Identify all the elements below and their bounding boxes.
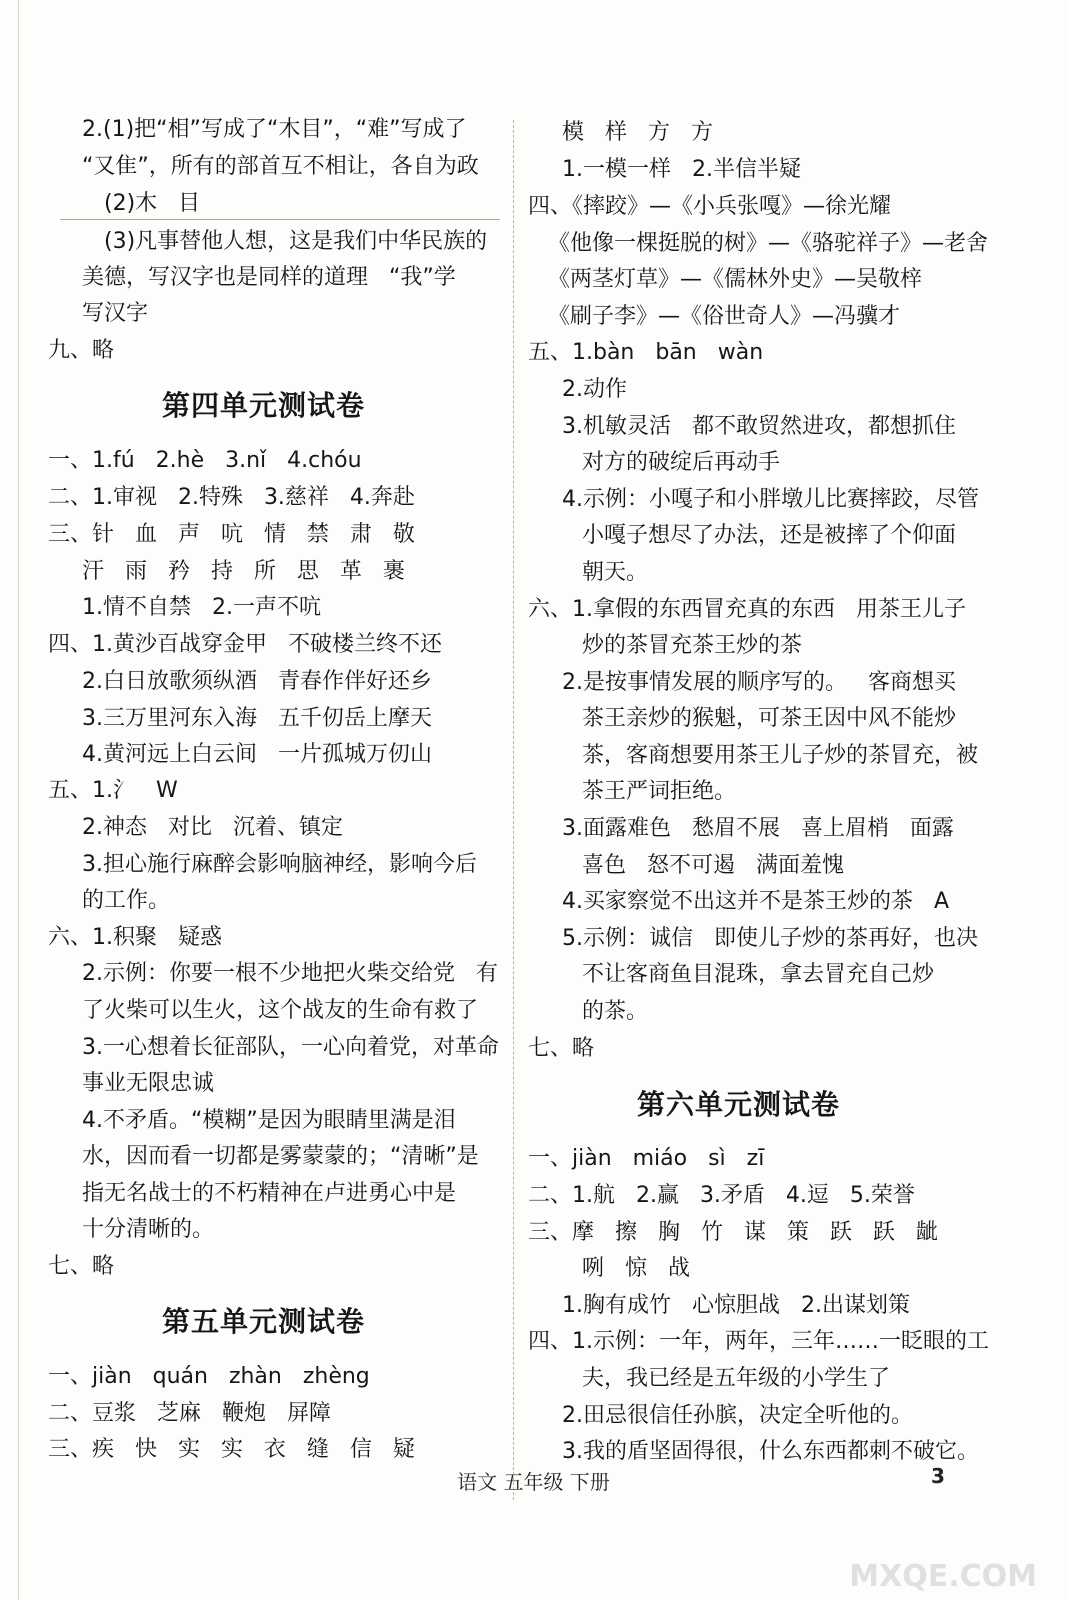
left-line-21: 六、1.积聚 疑惑 bbox=[48, 925, 222, 950]
left-line-18: 2.神态 对比 沉着、镇定 bbox=[82, 815, 343, 840]
right-line-10: 对方的破绽后再动手 bbox=[582, 450, 781, 475]
right-line-9: 3.机敏灵活 都不敢贸然进攻，都想抓住 bbox=[562, 414, 956, 439]
right-line-26: 七、略 bbox=[528, 1036, 595, 1061]
left-line-11: 汗 雨 矜 持 所 思 革 裹 bbox=[82, 559, 405, 584]
right-line-2: 1.一模一样 2.半信半疑 bbox=[562, 157, 801, 182]
left-line-23: 了火柴可以生火，这个战友的生命有救了 bbox=[82, 998, 479, 1023]
page-number: 3 bbox=[931, 1464, 945, 1488]
left-line-8: 一、1.fú 2.hè 3.nǐ 4.chóu bbox=[48, 448, 362, 473]
left-line-13: 四、1.黄沙百战穿金甲 不破楼兰终不还 bbox=[48, 632, 442, 657]
left-line-1: 2.(1)把“相”写成了“木目”，“难”写成了 bbox=[82, 117, 467, 142]
right-line-3: 四、《摔跤》—《小兵张嘎》—徐光耀 bbox=[528, 194, 892, 219]
right-line-16: 2.是按事情发展的顺序写的。 客商想买 bbox=[562, 670, 956, 695]
left-line-26: 4.不矛盾。“模糊”是因为眼睛里满是泪 bbox=[82, 1108, 456, 1133]
left-line-29: 十分清晰的。 bbox=[82, 1217, 215, 1242]
right-line-4: 《他像一棵挺脱的树》—《骆驼祥子》—老舍 bbox=[548, 231, 989, 256]
right-line-1: 模 样 方 方 bbox=[562, 120, 713, 145]
right-line-33: 夫，我已经是五年级的小学生了 bbox=[582, 1366, 891, 1391]
right-line-17: 茶王亲炒的猴魁，可茶王因中风不能炒 bbox=[582, 706, 957, 731]
left-line-10: 三、针 血 声 吭 情 禁 肃 敬 bbox=[48, 522, 415, 547]
left-line-6: 写汉字 bbox=[82, 301, 149, 326]
unit-4-heading: 第四单元测试卷 bbox=[162, 389, 366, 422]
left-line-3: (2)木 目 bbox=[104, 191, 201, 216]
left-line-16: 4.黄河远上白云间 一片孤城万仞山 bbox=[82, 742, 432, 767]
right-line-12: 小嘎子想尽了办法，还是被摔了个仰面 bbox=[582, 523, 957, 548]
right-line-15: 炒的茶冒充茶王炒的茶 bbox=[582, 633, 803, 658]
unit-6-heading: 第六单元测试卷 bbox=[637, 1088, 841, 1121]
right-line-32: 四、1.示例：一年，两年，三年……一眨眼的工 bbox=[528, 1329, 989, 1354]
left-line-27: 水，因而看一切都是雾蒙蒙的；“清晰”是 bbox=[82, 1144, 479, 1169]
right-line-25: 的茶。 bbox=[582, 999, 649, 1024]
left-line-28: 指无名战士的不朽精神在卢进勇心中是 bbox=[82, 1181, 457, 1206]
right-line-14: 六、1.拿假的东西冒充真的东西 用茶王儿子 bbox=[528, 597, 966, 622]
left-line-31: 一、jiàn quán zhàn zhèng bbox=[48, 1364, 370, 1389]
right-line-13: 朝天。 bbox=[582, 560, 649, 585]
left-line-19: 3.担心施行麻醉会影响脑神经，影响今后 bbox=[82, 852, 477, 877]
right-line-18: 茶，客商想要用茶王儿子炒的茶冒充，被 bbox=[582, 743, 979, 768]
page-edge bbox=[18, 0, 19, 1600]
left-line-15: 3.三万里河东入海 五千仞岳上摩天 bbox=[82, 706, 432, 731]
left-line-5: 美德，写汉字也是同样的道理 “我”学 bbox=[82, 265, 456, 290]
left-line-2: “又隹”，所有的部首互不相让，各自为政 bbox=[82, 154, 479, 179]
left-line-33: 三、疾 快 实 实 衣 缝 信 疑 bbox=[48, 1437, 415, 1462]
left-line-4: (3)凡事替他人想，这是我们中华民族的 bbox=[104, 229, 488, 254]
left-line-32: 二、豆浆 芝麻 鞭炮 屏障 bbox=[48, 1401, 331, 1426]
left-line-7: 九、略 bbox=[48, 338, 115, 363]
left-line-30: 七、略 bbox=[48, 1254, 115, 1279]
right-line-28: 二、1.航 2.赢 3.矛盾 4.逗 5.荣誉 bbox=[528, 1183, 915, 1208]
right-line-29: 三、摩 擦 胸 竹 谋 策 跃 跃 龇 bbox=[528, 1220, 938, 1245]
page-footer: 语文 五年级 下册 bbox=[457, 1470, 610, 1494]
right-line-22: 4.买家察觉不出这并不是茶王炒的茶 A bbox=[562, 889, 950, 914]
right-line-31: 1.胸有成竹 心惊胆战 2.出谋划策 bbox=[562, 1293, 910, 1318]
right-line-7: 五、1.bàn bān wàn bbox=[528, 340, 764, 365]
right-line-8: 2.动作 bbox=[562, 377, 627, 402]
left-line-20: 的工作。 bbox=[82, 888, 171, 913]
left-line-9: 二、1.审视 2.特殊 3.慈祥 4.奔赴 bbox=[48, 485, 415, 510]
column-divider bbox=[513, 120, 515, 1500]
right-line-5: 《两茎灯草》—《儒林外史》—吴敬梓 bbox=[548, 267, 923, 292]
right-line-23: 5.示例：诚信 即使儿子炒的茶再好，也决 bbox=[562, 926, 978, 951]
right-line-34: 2.田忌很信任孙膑，决定全听他的。 bbox=[562, 1403, 913, 1428]
right-line-35: 3.我的盾坚固得很，什么东西都刺不破它。 bbox=[562, 1439, 979, 1464]
right-line-24: 不让客商鱼目混珠，拿去冒充自己炒 bbox=[582, 962, 935, 987]
left-line-12: 1.情不自禁 2.一声不吭 bbox=[82, 595, 321, 620]
left-line-25: 事业无限忠诚 bbox=[82, 1071, 215, 1096]
right-line-30: 咧 惊 战 bbox=[582, 1256, 690, 1281]
right-line-27: 一、jiàn miáo sì zī bbox=[528, 1146, 765, 1171]
left-line-17: 五、1.氵 W bbox=[48, 778, 178, 803]
unit-5-heading: 第五单元测试卷 bbox=[162, 1305, 366, 1338]
left-line-14: 2.白日放歌须纵酒 青春作伴好还乡 bbox=[82, 669, 432, 694]
page-fold-line bbox=[60, 219, 500, 220]
left-line-22: 2.示例：你要一根不少地把火柴交给党 有 bbox=[82, 961, 498, 986]
right-line-6: 《刷子李》—《俗世奇人》—冯骥才 bbox=[548, 304, 901, 329]
right-line-21: 喜色 怒不可遏 满面羞愧 bbox=[582, 853, 844, 878]
right-line-20: 3.面露难色 愁眉不展 喜上眉梢 面露 bbox=[562, 816, 954, 841]
right-line-11: 4.示例：小嘎子和小胖墩儿比赛摔跤，尽管 bbox=[562, 487, 979, 512]
watermark: MXQE.COM bbox=[849, 1559, 1037, 1594]
right-line-19: 茶王严词拒绝。 bbox=[582, 779, 737, 804]
left-line-24: 3.一心想着长征部队，一心向着党，对革命 bbox=[82, 1035, 499, 1060]
